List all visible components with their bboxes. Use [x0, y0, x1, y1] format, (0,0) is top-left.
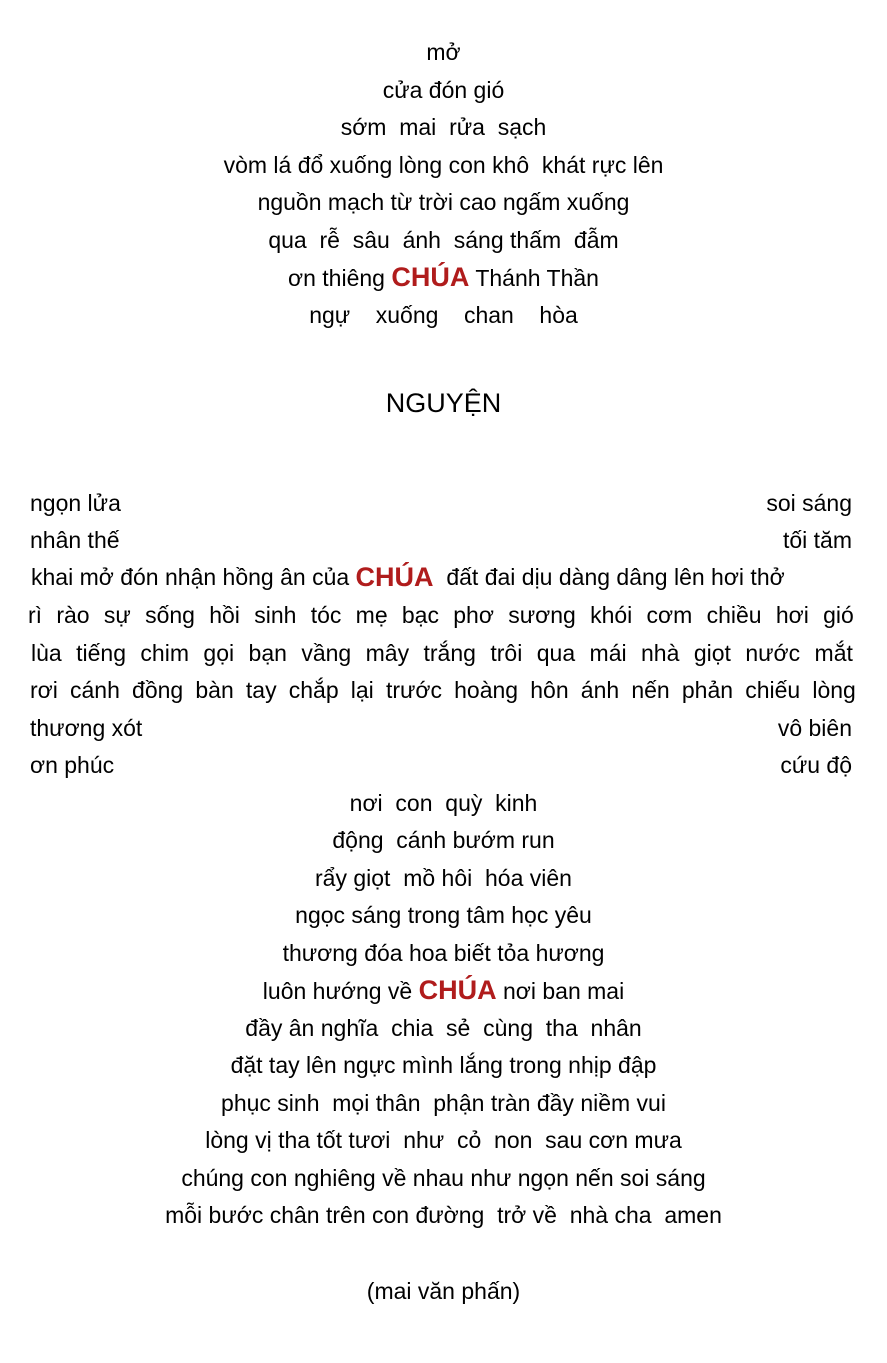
- split-left: ngọn lửa: [30, 490, 121, 516]
- poem-line: [31, 562, 853, 592]
- split-line: [30, 488, 852, 518]
- split-right: tối tăm: [782, 527, 852, 553]
- split-right: cứu độ: [780, 752, 852, 778]
- word: khói: [590, 602, 633, 628]
- word: mây: [365, 640, 410, 666]
- poem-line: mỗi bước chân trên con đường trở về nhà cha amen: [165, 1202, 722, 1228]
- poem-line: [28, 600, 854, 630]
- split-line: [30, 750, 852, 780]
- word: mắt: [814, 640, 853, 666]
- poem-line: mở: [426, 39, 461, 65]
- word: cánh: [70, 677, 120, 703]
- poem-line: [0, 975, 887, 1005]
- word: nhà: [641, 640, 680, 666]
- split-left: ơn phúc: [30, 752, 115, 778]
- poem-line: đầy ân nghĩa chia sẻ cùng tha nhân: [245, 1015, 642, 1041]
- word: sinh: [254, 602, 297, 628]
- poem-line: sớm mai rửa sạch: [340, 114, 547, 140]
- poem-line: lòng vị tha tốt tươi như cỏ non sau cơn mưa: [205, 1127, 682, 1153]
- word: cơm: [646, 602, 693, 628]
- word: ánh: [580, 677, 620, 703]
- author-credit: (mai văn phấn): [366, 1278, 521, 1304]
- word: mái: [589, 640, 627, 666]
- word: rì: [28, 602, 43, 628]
- split-left: nhân thế: [30, 527, 120, 553]
- poem-line: [31, 638, 853, 668]
- word: trôi: [490, 640, 523, 666]
- poem-line: ngọc sáng trong tâm học yêu: [295, 902, 592, 928]
- word: trắng: [423, 640, 476, 666]
- highlight-chua: CHÚA: [391, 262, 470, 292]
- poem-title: NGUYỆN: [385, 388, 502, 418]
- line-text: nơi ban mai: [496, 978, 625, 1004]
- word: tóc: [310, 602, 342, 628]
- word: bạc: [401, 602, 439, 628]
- word: chiều: [706, 602, 762, 628]
- line-text: Thánh Thần: [469, 265, 599, 291]
- word: qua: [536, 640, 576, 666]
- word: đồng: [132, 677, 184, 703]
- word: sống: [145, 602, 195, 628]
- word: trước: [385, 677, 442, 703]
- poem-line: nguồn mạch từ trời cao ngấm xuống: [257, 189, 630, 215]
- poem-line: [30, 675, 856, 705]
- poem-line: cửa đón gió: [382, 77, 505, 103]
- word: mẹ: [355, 602, 388, 628]
- word: rào: [56, 602, 90, 628]
- word: hơi: [775, 602, 809, 628]
- word: tiếng: [76, 640, 126, 666]
- highlight-chua: CHÚA: [355, 562, 434, 592]
- word: chắp: [288, 677, 339, 703]
- poem-line: động cánh bướm run: [332, 827, 555, 853]
- word: bạn: [248, 640, 287, 666]
- word: phơ: [453, 602, 494, 628]
- word: tay: [245, 677, 277, 703]
- poem-line: nơi con quỳ kinh: [349, 790, 538, 816]
- poem-line: vòm lá đổ xuống lòng con khô khát rực lên: [223, 152, 664, 178]
- word: lùa: [31, 640, 62, 666]
- word: vầng: [301, 640, 352, 666]
- poem-line: qua rễ sâu ánh sáng thấm đẫm: [268, 227, 619, 253]
- word: bàn: [195, 677, 234, 703]
- split-line: [30, 713, 852, 743]
- split-right: vô biên: [777, 715, 852, 741]
- word: hoàng: [454, 677, 519, 703]
- poem-line: rẩy giọt mồ hôi hóa viên: [315, 865, 572, 891]
- word: gió: [823, 602, 854, 628]
- poem-line: phục sinh mọi thân phận tràn đầy niềm vui: [221, 1090, 666, 1116]
- highlight-chua: CHÚA: [418, 975, 497, 1005]
- split-right: soi sáng: [766, 490, 852, 516]
- poem-line: chúng con nghiêng về nhau như ngọn nến soi sáng: [181, 1165, 706, 1191]
- line-text: khai mở đón nhận hồng ân của: [31, 564, 356, 590]
- split-line: [30, 525, 852, 555]
- word: nước: [745, 640, 801, 666]
- word: nến: [631, 677, 670, 703]
- line-text: đất đai dịu dàng dâng lên hơi thở: [433, 564, 785, 590]
- word: chim: [140, 640, 189, 666]
- word: gọi: [203, 640, 235, 666]
- word: sương: [508, 602, 576, 628]
- word: lòng: [812, 677, 856, 703]
- poem-line: thương đóa hoa biết tỏa hương: [282, 940, 605, 966]
- word: lại: [350, 677, 374, 703]
- word: rơi: [30, 677, 58, 703]
- poem-line: ngự xuống chan hòa: [309, 302, 578, 328]
- word: sự: [103, 602, 131, 628]
- word: chiếu: [745, 677, 801, 703]
- line-text: ơn thiêng: [288, 265, 392, 291]
- line-text: luôn hướng về: [262, 978, 419, 1004]
- split-left: thương xót: [30, 715, 143, 741]
- word: giọt: [693, 640, 731, 666]
- word: hôn: [530, 677, 569, 703]
- poem-line: đặt tay lên ngực mình lắng trong nhịp đập: [230, 1052, 657, 1078]
- word: phản: [681, 677, 734, 703]
- word: hồi: [209, 602, 240, 628]
- poem-line: [0, 262, 887, 292]
